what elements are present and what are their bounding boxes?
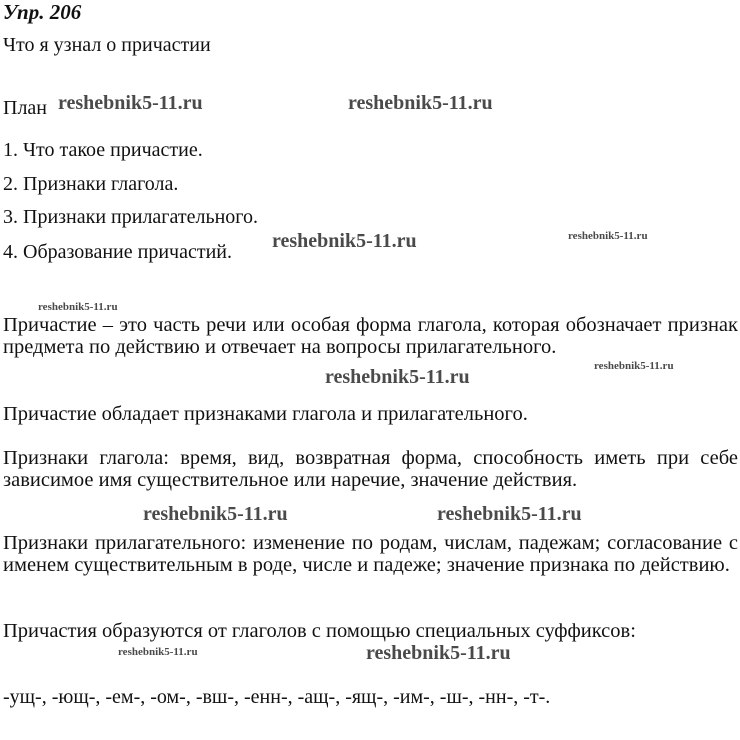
features-paragraph: Причастие обладает признаками глагола и прилагательного.: [3, 403, 528, 425]
watermark: reshebnik5-11.ru: [325, 366, 470, 388]
watermark: reshebnik5-11.ru: [594, 360, 674, 372]
formation-paragraph: Причастия образуются от глаголов с помощью специальных суффиксов:: [3, 620, 636, 642]
exercise-subtitle: Что я узнал о причастии: [3, 34, 211, 56]
watermark: reshebnik5-11.ru: [118, 646, 198, 658]
watermark: reshebnik5-11.ru: [568, 230, 648, 242]
watermark: reshebnik5-11.ru: [58, 92, 203, 114]
watermark: reshebnik5-11.ru: [366, 642, 511, 664]
exercise-title: Упр. 206: [3, 0, 82, 24]
watermark: reshebnik5-11.ru: [437, 503, 582, 525]
plan-item-3: 3. Признаки прилагательного.: [3, 206, 258, 228]
plan-item-4: 4. Образование причастий.: [3, 241, 232, 263]
watermark: reshebnik5-11.ru: [143, 503, 288, 525]
suffix-list: -ущ-, -ющ-, -ем-, -ом-, -вш-, -енн-, -ащ-, -ящ-, -им-, -ш-, -нн-, -т-.: [3, 686, 551, 708]
plan-item-2: 2. Признаки глагола.: [3, 173, 179, 195]
watermark: reshebnik5-11.ru: [272, 230, 417, 252]
definition-paragraph: Причастие – это часть речи или особая форма глагола, которая обозначает признак предмета по действию и отвечает на вопросы прилагательного.: [3, 314, 738, 358]
plan-heading: План: [3, 97, 48, 119]
plan-item-1: 1. Что такое причастие.: [3, 139, 203, 161]
adjective-features-paragraph: Признаки прилагательного: изменение по родам, числам, падежам; согласование с именем существительным в роде, числе и падеже; значение признака по действию.: [3, 532, 738, 576]
verb-features-paragraph: Признаки глагола: время, вид, возвратная форма, способность иметь при себе зависимое имя существительное или наречие, значение действия.: [3, 447, 738, 491]
watermark: reshebnik5-11.ru: [348, 92, 493, 114]
watermark: reshebnik5-11.ru: [38, 301, 118, 313]
